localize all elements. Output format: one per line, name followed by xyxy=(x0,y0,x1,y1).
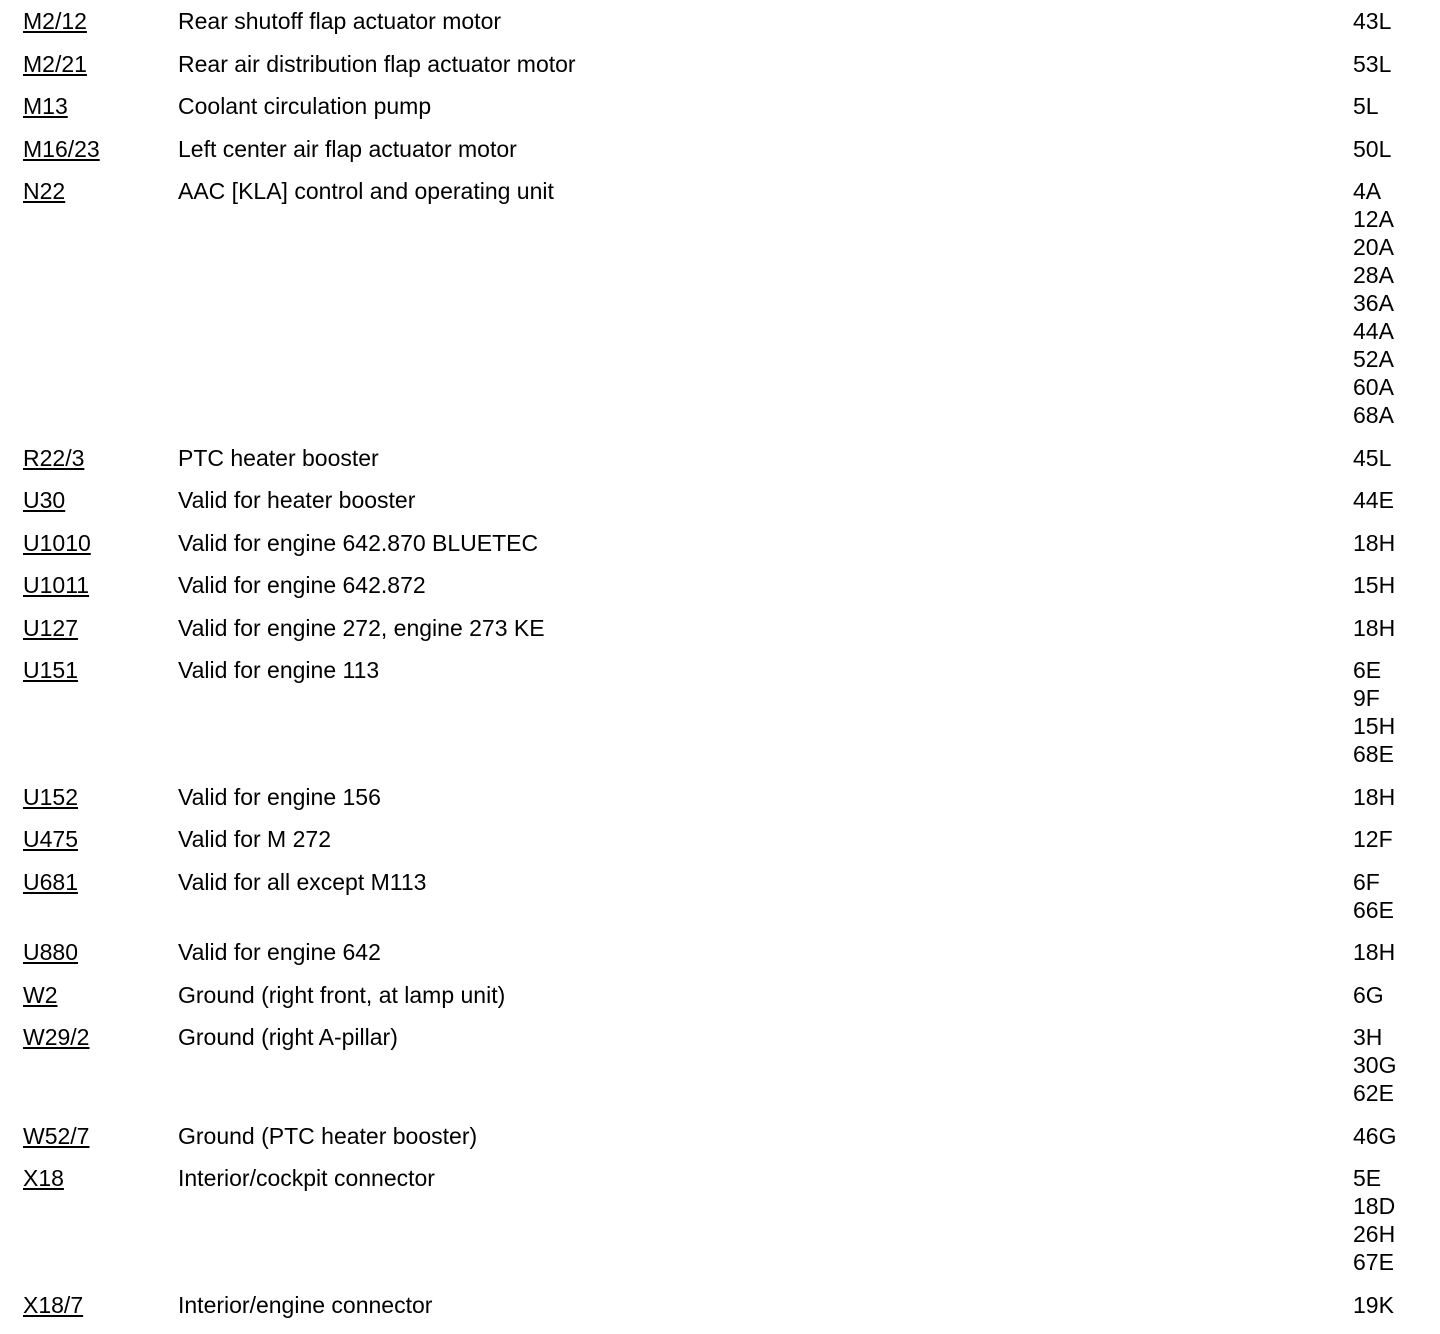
component-description: Interior/engine connector xyxy=(178,1291,433,1318)
component-code-link[interactable]: X18 xyxy=(23,1165,64,1191)
component-code-link[interactable]: U127 xyxy=(23,614,78,641)
grid-coordinates xyxy=(1353,938,1395,966)
grid-coordinate[interactable]: 6G xyxy=(1353,981,1384,1008)
component-description: Ground (right A-pillar) xyxy=(178,1024,398,1050)
grid-coordinate[interactable]: 44A xyxy=(1353,318,1394,344)
component-description: AAC [KLA] control and operating unit xyxy=(178,178,554,204)
legend-row xyxy=(0,614,1440,642)
component-description: Valid for all except M113 xyxy=(178,868,427,895)
component-description: Rear shutoff flap actuator motor xyxy=(178,8,502,34)
grid-coordinate[interactable]: 44E xyxy=(1353,487,1394,513)
grid-coordinate[interactable]: 18H xyxy=(1353,939,1396,965)
grid-coordinate[interactable]: 62E xyxy=(1353,1080,1394,1106)
component-code-link[interactable]: U30 xyxy=(23,487,66,513)
legend-row xyxy=(0,571,1440,599)
component-code-link[interactable]: W2 xyxy=(23,981,58,1008)
grid-coordinate[interactable]: 6F xyxy=(1353,868,1380,895)
grid-coordinate[interactable]: 5E xyxy=(1353,1165,1382,1191)
grid-coordinate[interactable]: 43L xyxy=(1353,8,1392,34)
grid-coordinate[interactable]: 9F xyxy=(1353,685,1380,711)
grid-coordinates xyxy=(1353,783,1395,811)
grid-coordinates xyxy=(1353,7,1391,35)
component-code-link[interactable]: M2/21 xyxy=(23,50,87,77)
component-description: Valid for engine 113 xyxy=(178,657,380,683)
grid-coordinate[interactable]: 3H xyxy=(1353,1024,1383,1050)
component-description: Valid for engine 642 xyxy=(178,939,381,965)
legend-row xyxy=(0,50,1440,78)
component-code-link[interactable]: W52/7 xyxy=(23,1122,90,1149)
grid-coordinate[interactable]: 45L xyxy=(1353,444,1392,471)
grid-coordinate[interactable]: 67E xyxy=(1353,1249,1394,1275)
legend-row xyxy=(0,1023,1440,1107)
legend-row xyxy=(0,868,1440,924)
grid-coordinates xyxy=(1353,868,1394,924)
grid-coordinates xyxy=(1353,1122,1396,1150)
component-code-link[interactable]: U880 xyxy=(23,939,78,965)
grid-coordinate[interactable]: 68E xyxy=(1353,741,1394,767)
grid-coordinates xyxy=(1353,656,1395,768)
legend-row xyxy=(0,1122,1440,1150)
component-code-link[interactable]: U1010 xyxy=(23,529,91,556)
grid-coordinate[interactable]: 52A xyxy=(1353,346,1394,372)
component-description: Ground (PTC heater booster) xyxy=(178,1122,478,1149)
grid-coordinate[interactable]: 19K xyxy=(1353,1291,1394,1318)
component-description: Ground (right front, at lamp unit) xyxy=(178,981,506,1008)
component-code-link[interactable]: U151 xyxy=(23,657,78,683)
grid-coordinate[interactable]: 12A xyxy=(1353,206,1394,232)
component-description: Valid for M 272 xyxy=(178,826,331,852)
component-description: Valid for engine 642.870 BLUETEC xyxy=(178,529,539,556)
grid-coordinate[interactable]: 68A xyxy=(1353,402,1394,428)
grid-coordinate[interactable]: 18D xyxy=(1353,1193,1396,1219)
grid-coordinate[interactable]: 15H xyxy=(1353,572,1396,598)
legend-row xyxy=(0,7,1440,35)
legend-row xyxy=(0,656,1440,768)
grid-coordinate[interactable]: 18H xyxy=(1353,783,1396,810)
legend-row xyxy=(0,783,1440,811)
component-code-link[interactable]: X18/7 xyxy=(23,1291,84,1318)
legend-row xyxy=(0,981,1440,1009)
component-description: Valid for heater booster xyxy=(178,487,416,513)
grid-coordinates xyxy=(1353,50,1391,78)
grid-coordinate[interactable]: 30G xyxy=(1353,1052,1397,1078)
grid-coordinates xyxy=(1353,529,1395,557)
grid-coordinate[interactable]: 53L xyxy=(1353,50,1392,77)
grid-coordinates xyxy=(1353,1164,1395,1276)
legend-row xyxy=(0,177,1440,429)
grid-coordinate[interactable]: 66E xyxy=(1353,896,1394,923)
legend-row xyxy=(0,529,1440,557)
legend-row xyxy=(0,938,1440,966)
legend-row xyxy=(0,92,1440,120)
grid-coordinates xyxy=(1353,444,1391,472)
component-description: Rear air distribution flap actuator motor xyxy=(178,50,576,77)
component-code-link[interactable]: W29/2 xyxy=(23,1024,90,1050)
component-code-link[interactable]: M16/23 xyxy=(23,135,100,162)
grid-coordinate[interactable]: 28A xyxy=(1353,262,1394,288)
component-description: Valid for engine 642.872 xyxy=(178,572,426,598)
component-code-link[interactable]: U475 xyxy=(23,826,78,852)
grid-coordinate[interactable]: 18H xyxy=(1353,529,1396,556)
component-description: PTC heater booster xyxy=(178,444,379,471)
grid-coordinate[interactable]: 50L xyxy=(1353,135,1392,162)
component-legend xyxy=(0,7,1440,1333)
grid-coordinate[interactable]: 20A xyxy=(1353,234,1394,260)
grid-coordinates xyxy=(1353,825,1393,853)
grid-coordinates xyxy=(1353,1291,1394,1319)
component-description: Valid for engine 272, engine 273 KE xyxy=(178,614,545,641)
grid-coordinates xyxy=(1353,981,1384,1009)
grid-coordinates xyxy=(1353,571,1395,599)
legend-row xyxy=(0,135,1440,163)
legend-row xyxy=(0,1291,1440,1319)
grid-coordinate[interactable]: 18H xyxy=(1353,614,1396,641)
grid-coordinates xyxy=(1353,614,1395,642)
grid-coordinates xyxy=(1353,92,1379,120)
grid-coordinate[interactable]: 60A xyxy=(1353,374,1394,400)
component-code-link[interactable]: M13 xyxy=(23,93,68,119)
grid-coordinate[interactable]: 26H xyxy=(1353,1221,1396,1247)
legend-row xyxy=(0,825,1440,853)
grid-coordinate[interactable]: 15H xyxy=(1353,713,1396,739)
component-code-link[interactable]: R22/3 xyxy=(23,444,85,471)
component-code-link[interactable]: U681 xyxy=(23,868,78,895)
grid-coordinate[interactable]: 12F xyxy=(1353,826,1393,852)
grid-coordinate[interactable]: 36A xyxy=(1353,290,1394,316)
grid-coordinate[interactable]: 5L xyxy=(1353,93,1379,119)
legend-row xyxy=(0,1164,1440,1276)
grid-coordinates xyxy=(1353,177,1394,429)
legend-row xyxy=(0,486,1440,514)
grid-coordinates xyxy=(1353,486,1394,514)
component-code-link[interactable]: U152 xyxy=(23,783,78,810)
grid-coordinates xyxy=(1353,135,1391,163)
component-description: Left center air flap actuator motor xyxy=(178,135,517,162)
legend-row xyxy=(0,444,1440,472)
component-description: Valid for engine 156 xyxy=(178,783,381,810)
component-description: Coolant circulation pump xyxy=(178,93,432,119)
component-description: Interior/cockpit connector xyxy=(178,1165,435,1191)
component-code-link[interactable]: N22 xyxy=(23,178,66,204)
grid-coordinate[interactable]: 46G xyxy=(1353,1122,1397,1149)
component-code-link[interactable]: U1011 xyxy=(23,572,90,598)
grid-coordinates xyxy=(1353,1023,1396,1107)
grid-coordinate[interactable]: 4A xyxy=(1353,178,1382,204)
component-code-link[interactable]: M2/12 xyxy=(23,8,87,34)
grid-coordinate[interactable]: 6E xyxy=(1353,657,1382,683)
